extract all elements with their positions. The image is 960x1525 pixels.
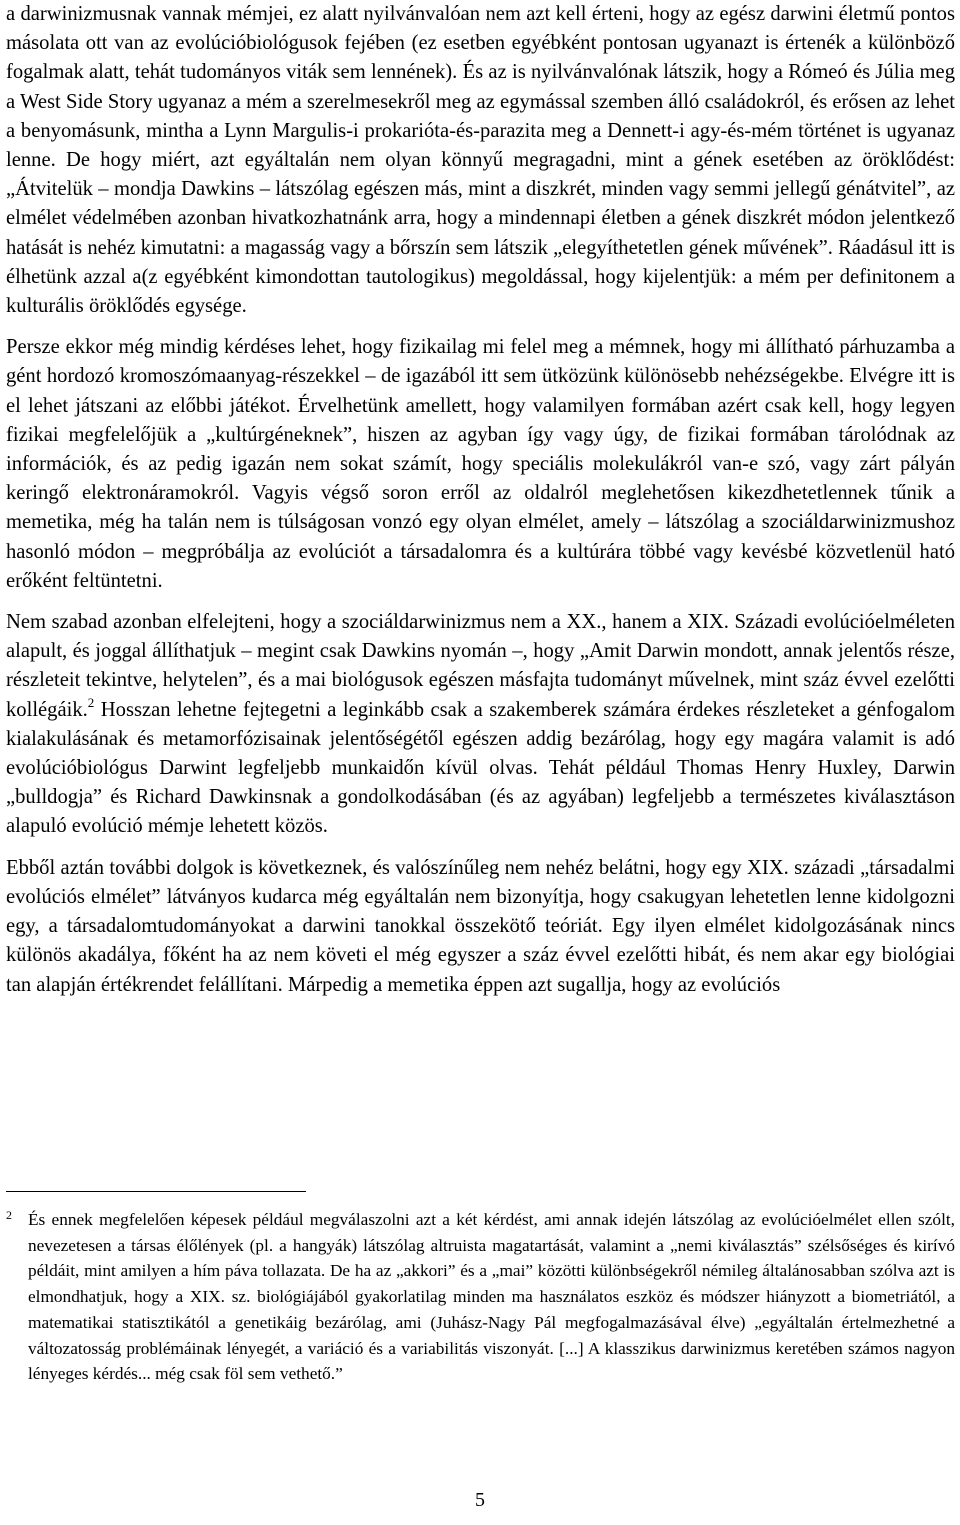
paragraph-3-end: Hosszan lehetne fejtegetni a leginkább csak a szakemberek számára érdekes részleteket a génfogalom kialakulásának és metamorfózisainak jelentőségétől egészen addig bezárólag, hogy egy magára valamit is adó evolúcióbiológus Darwint legfeljebb munkaidőn kívül olvas. Tehát például Thomas Henry Huxley, Darwin „bulldogja” és Richard Dawkinsnak a gondolkodásában (és az agyában) legfeljebb a természetes kiválasztáson alapuló evolúció mémje lehetett közös. xyxy=(6,698,955,838)
footnote xyxy=(6,1207,955,1387)
footnote-reference[interactable]: 2 xyxy=(87,694,95,710)
footnote-number: 2 xyxy=(6,1208,12,1222)
paragraph-1: a darwinizmusnak vannak mémjei, ez alatt nyilvánvalóan nem azt kell érteni, hogy az egész darwini életmű pontos másolata ott van az evolúcióbiológusok fejében (ez esetben egyébként pontosan ugyanazt is értenék a különböző fogalmak alatt, tehát tudományos viták sem lennének). És az is nyilvánvalónak látszik, hogy a Rómeó és Júlia meg a West Side Story ugyanaz a mém a szerelmesekről meg az egymással szemben álló családokról, és erősen az lehet a benyomásunk, mintha a Lynn Margulis-i prokarióta-és-parazita meg a Dennett-i agy-és-mém történet is ugyanaz lenne. De hogy miért, azt egyáltalán nem olyan könnyű megragadni, mint a gének esetében az öröklődést: „Átvitelük – mondja Dawkins – látszólag egészen más, mint a diszkrét, minden vagy semmi jellegű génátvitel”, az elmélet védelmében azonban hivatkozhatnánk arra, hogy a mindennapi életben a gének diszkrét módon jelentkező hatását is nehéz kimutatni: a magasság vagy a bőrszín sem látszik „elegyíthetetlen gének művének”. Ráadásul itt is élhetünk azzal a(z egyébként kimondottan tautologikus) megoldással, hogy kijelentjük: a mém per definitonem a kulturális öröklődés egysége. xyxy=(6,3,955,318)
footnote-text: És ennek megfelelően képesek például megválaszolni azt a két kérdést, ami annak idején látszólag az evolúcióelmélet ellen szólt, nevezetesen a társas élőlények (pl. a hangyák) látszólag altruista magatartását, valamint a „nemi kiválasztás” szélsőséges és kirívó példáit, mint amilyen a hím páva tollazata. De ha az „akkori” és a „mai” közötti különbségekről némileg általánosabban szólva azt is elmondhatjuk, hogy a XIX. sz. biológiájából gyakorlatilag minden ma használatos eszköz és módszer hiányzott a biometriától, a matematikai statisztikától a genetikáig bezárólag, ami (Juhász-Nagy Pál megfogalmazásával élve) „egyáltalán értelmezhetné a változatosság problémáinak lényegét, a variáció és a variabilitás viszonyát. [...] A klasszikus darwinizmus keretében számos nagyon lényeges kérdés... még csak föl sem vethető.” xyxy=(28,1210,955,1384)
paragraph-3-start: Nem szabad azonban elfelejteni, hogy a szociáldarwinizmus nem a XX., hanem a XIX. Századi evolúcióelméleten alapult, és joggal állíthatjuk – megint csak Dawkins nyomán –, hogy „Amit Darwin mondott, annak jelentős része, részleteit tekintve, helytelen”, és a mai biológusok egészen másfajta tudományt művelnek, mint száz évvel ezelőtti kollégáik. xyxy=(6,611,955,721)
body-text xyxy=(6,0,955,1000)
paragraph-2: Persze ekkor még mindig kérdéses lehet, hogy fizikailag mi felel meg a mémnek, hogy mi állítható párhuzamba a gént hordozó kromoszómaanyag-részekkel – de igazából itt sem ütközünk különösebb nehézségekbe. Elvégre itt is el lehet játszani az előbbi játékot. Érvelhetünk amellett, hogy valamilyen formában azért csak kell, hogy legyen fizikai megfelelőjük a „kultúrgéneknek”, hiszen az agyban így vagy úgy, de fizikai formában tárolódnak az információk, és az pedig igazán nem sokat számít, hogy speciális molekulákról van-e szó, vagy zárt pályán keringő elektronáramokról. Vagyis végső soron erről az oldalról meglehetősen kikezdhetetlennek tűnik a memetika, még ha talán nem is túlságosan vonzó egy olyan elmélet, amely – látszólag a szociáldarwinizmushoz hasonló módon – megpróbálja az evolúciót a társadalomra és a kultúrára többé vagy kevésbé közvetlenül ható erőként feltüntetni. xyxy=(6,336,955,592)
paragraph-3 xyxy=(6,608,955,842)
footnote-separator xyxy=(6,1191,306,1192)
paragraph-4: Ebből aztán további dolgok is következnek, és valószínűleg nem nehéz belátni, hogy egy XIX. századi „társadalmi evolúciós elmélet” látványos kudarca még egyáltalán nem bizonyítja, hogy csakugyan lehetetlen lenne kidolgozni egy, a társadalomtudományokat a darwini tanokkal összekötő teóriát. Egy ilyen elmélet kidolgozásának nincs különös akadálya, főként ha az nem követi el még egyszer a száz évvel ezelőtti hibát, és nem akar egy biológiai tan alapján értékrendet felállítani. Márpedig a memetika éppen azt sugallja, hogy az evolúciós xyxy=(6,856,955,996)
page-number: 5 xyxy=(475,1489,485,1511)
